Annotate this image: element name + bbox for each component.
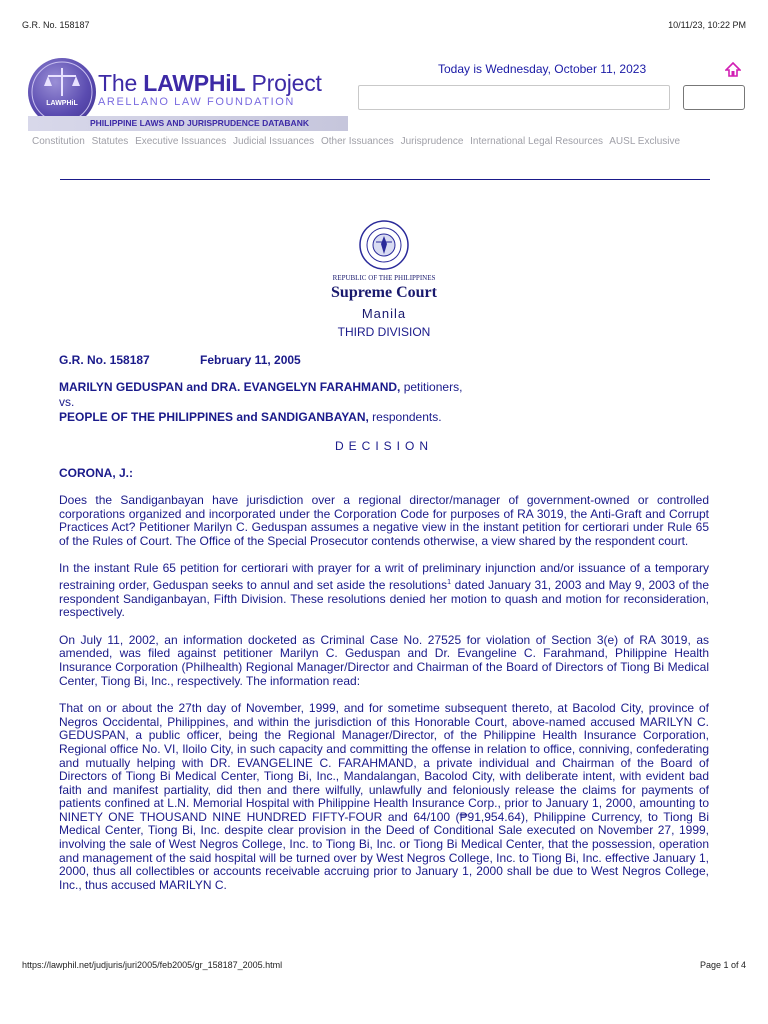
gr-number: G.R. No. 158187 (59, 353, 150, 367)
footnote-link-1[interactable]: 1 (447, 578, 451, 586)
logo-title: The LAWPHiL Project (98, 70, 322, 96)
court-division: THIRD DIVISION (337, 325, 431, 339)
logo-tagline-bar (28, 116, 348, 131)
search-input[interactable] (358, 85, 670, 110)
court-city: Manila (361, 306, 407, 321)
main-nav (32, 136, 684, 147)
nav-executive-issuances[interactable]: Executive Issuances (135, 136, 227, 147)
print-header-title: G.R. No. 158187 (22, 20, 90, 30)
respondents-role: respondents. (368, 410, 442, 424)
today-date: Today is Wednesday, October 11, 2023 (438, 62, 647, 76)
respondents-names: PEOPLE OF THE PHILIPPINES and SANDIGANBAYAN, (59, 410, 369, 424)
supreme-court-seal-icon (359, 220, 409, 270)
search-button[interactable] (683, 85, 745, 110)
court-name: Supreme Court (331, 284, 437, 301)
print-footer-page: Page 1 of 4 (699, 960, 746, 970)
print-header-timestamp: 10/11/23, 10:22 PM (668, 20, 746, 30)
paragraph-4-information: That on or about the 27th day of November, 1999, and for sometime subsequent thereto, at Bacolod City, province of Negros Occidental, Philippines, and within the jurisdiction of this Honorable Court, above-named accused MARILYN C. GEDUSPAN, a public officer, being the Regional Manager/Director, of the Philippine Health Insurance Corporation, Regional office No. VI, Iloilo City, in such capacity and committing the offense in relation to office, conniving, confederating and mutually helping with DR. EVANGELINE C. FARAHMAND, a private individual and Chairman of the Board of Directors of Tiong Bi Medical Center, Tiong Bi, Inc., Mandalangan, Bacolod City, with deliberate intent, with evident bad faith and manifest partiality, did then and there wilfully, unlawfully and feloniously release the claims for payments of patients confined at L.N. Memorial Hospital with Philippine Health Insurance Corp., prior to January 1, 2000, amounting to NINETY ONE THOUSAND NINE HUNDRED FIFTY-FOUR and 64/100 (₱91,954.64), Philippine Currency, to Tiong Bi Medical Center, Tiong Bi, Inc. despite clear provision in the Deed of Conditional Sale executed on November 27, 1999, involving the sale of West Negros College, Inc. to Tiong Bi, Inc. or Tiong Bi Medical Center, that the possession, operation and management of the said hospital will be turned over by West Negros College, Inc. to Tiong Bi, Inc. effective January 1, 2000, thus all collectibles or accounts receivable accruing prior to January 1, 2000 shall be due to West Negros College, Inc., thus accused MARILYN C. (59, 701, 709, 892)
seal-label: LAWPHiL (46, 100, 78, 107)
versus: vs. (59, 395, 75, 409)
republic-label: REPUBLIC OF THE PHILIPPINES (332, 274, 436, 282)
petitioners-names: MARILYN GEDUSPAN and DRA. EVANGELYN FARAHMAND, (59, 380, 401, 394)
lawphil-logo[interactable] (28, 56, 348, 136)
decision-body (59, 494, 709, 906)
header-divider (60, 179, 710, 180)
nav-ausl-exclusive[interactable]: AUSL Exclusive (609, 136, 681, 147)
nav-other-issuances[interactable]: Other Issuances (320, 136, 394, 147)
paragraph-3: On July 11, 2002, an information docketed as Criminal Case No. 27525 for violation of Section 3(e) of RA 3019, as amended, was filed against petitioner Marilyn C. Geduspan and Dr. Evangeline C. Farahmand, Philippine Health Insurance Corporation (Philhealth) Regional Manager/Director and Chairman of the Board of Directors of Tiong Bi Medical Center, Tiong Bi, Inc., respectively. The information read: (59, 632, 709, 688)
logo-subtitle: ARELLANO LAW FOUNDATION (98, 96, 295, 108)
case-number-line (59, 353, 301, 367)
nav-statutes[interactable]: Statutes (91, 136, 129, 147)
paragraph-2: In the instant Rule 65 petition for certiorari with prayer for a writ of preliminary injunction and/or issuance of a temporary restraining order, Geduspan seeks to annul and set aside the resolutions$^1$ dated January 31, 2003 and May 9, 2003 of the respondent Sandiganbayan, Fifth Division. These resolutions denied her motion to quash and motion for reconsideration, respectively. (59, 561, 709, 620)
petitioners-role: petitioners, (400, 380, 463, 394)
case-parties (59, 380, 709, 425)
print-header (0, 20, 768, 34)
nav-constitution[interactable]: Constitution (32, 136, 85, 147)
nav-judicial-issuances[interactable]: Judicial Issuances (233, 136, 315, 147)
nav-jurisprudence[interactable]: Jurisprudence (400, 136, 464, 147)
print-footer-url: https://lawphil.net/judjuris/juri2005/feb2005/gr_158187_2005.html (22, 960, 283, 970)
case-date: February 11, 2005 (200, 353, 301, 367)
logo-tagline: PHILIPPINE LAWS AND JURISPRUDENCE DATABANK (90, 118, 309, 128)
home-icon[interactable] (725, 62, 741, 78)
decision-heading: DECISION (334, 439, 433, 453)
nav-international-legal-resources[interactable]: International Legal Resources (470, 136, 604, 147)
ponente: CORONA, J.: (59, 466, 134, 480)
paragraph-1: Does the Sandiganbayan have jurisdiction over a regional director/manager of government-owned or controlled corporations organized and incorporated under the Corporation Code for purposes of RA 3019, the Anti-Graft and Corrupt Practices Act? Petitioner Marilyn C. Geduspan assumes a negative view in the instant petition for certiorari under Rule 65 of the Rules of Court. The Office of the Special Prosecutor contends otherwise, a view shared by the respondent court. (59, 493, 709, 548)
